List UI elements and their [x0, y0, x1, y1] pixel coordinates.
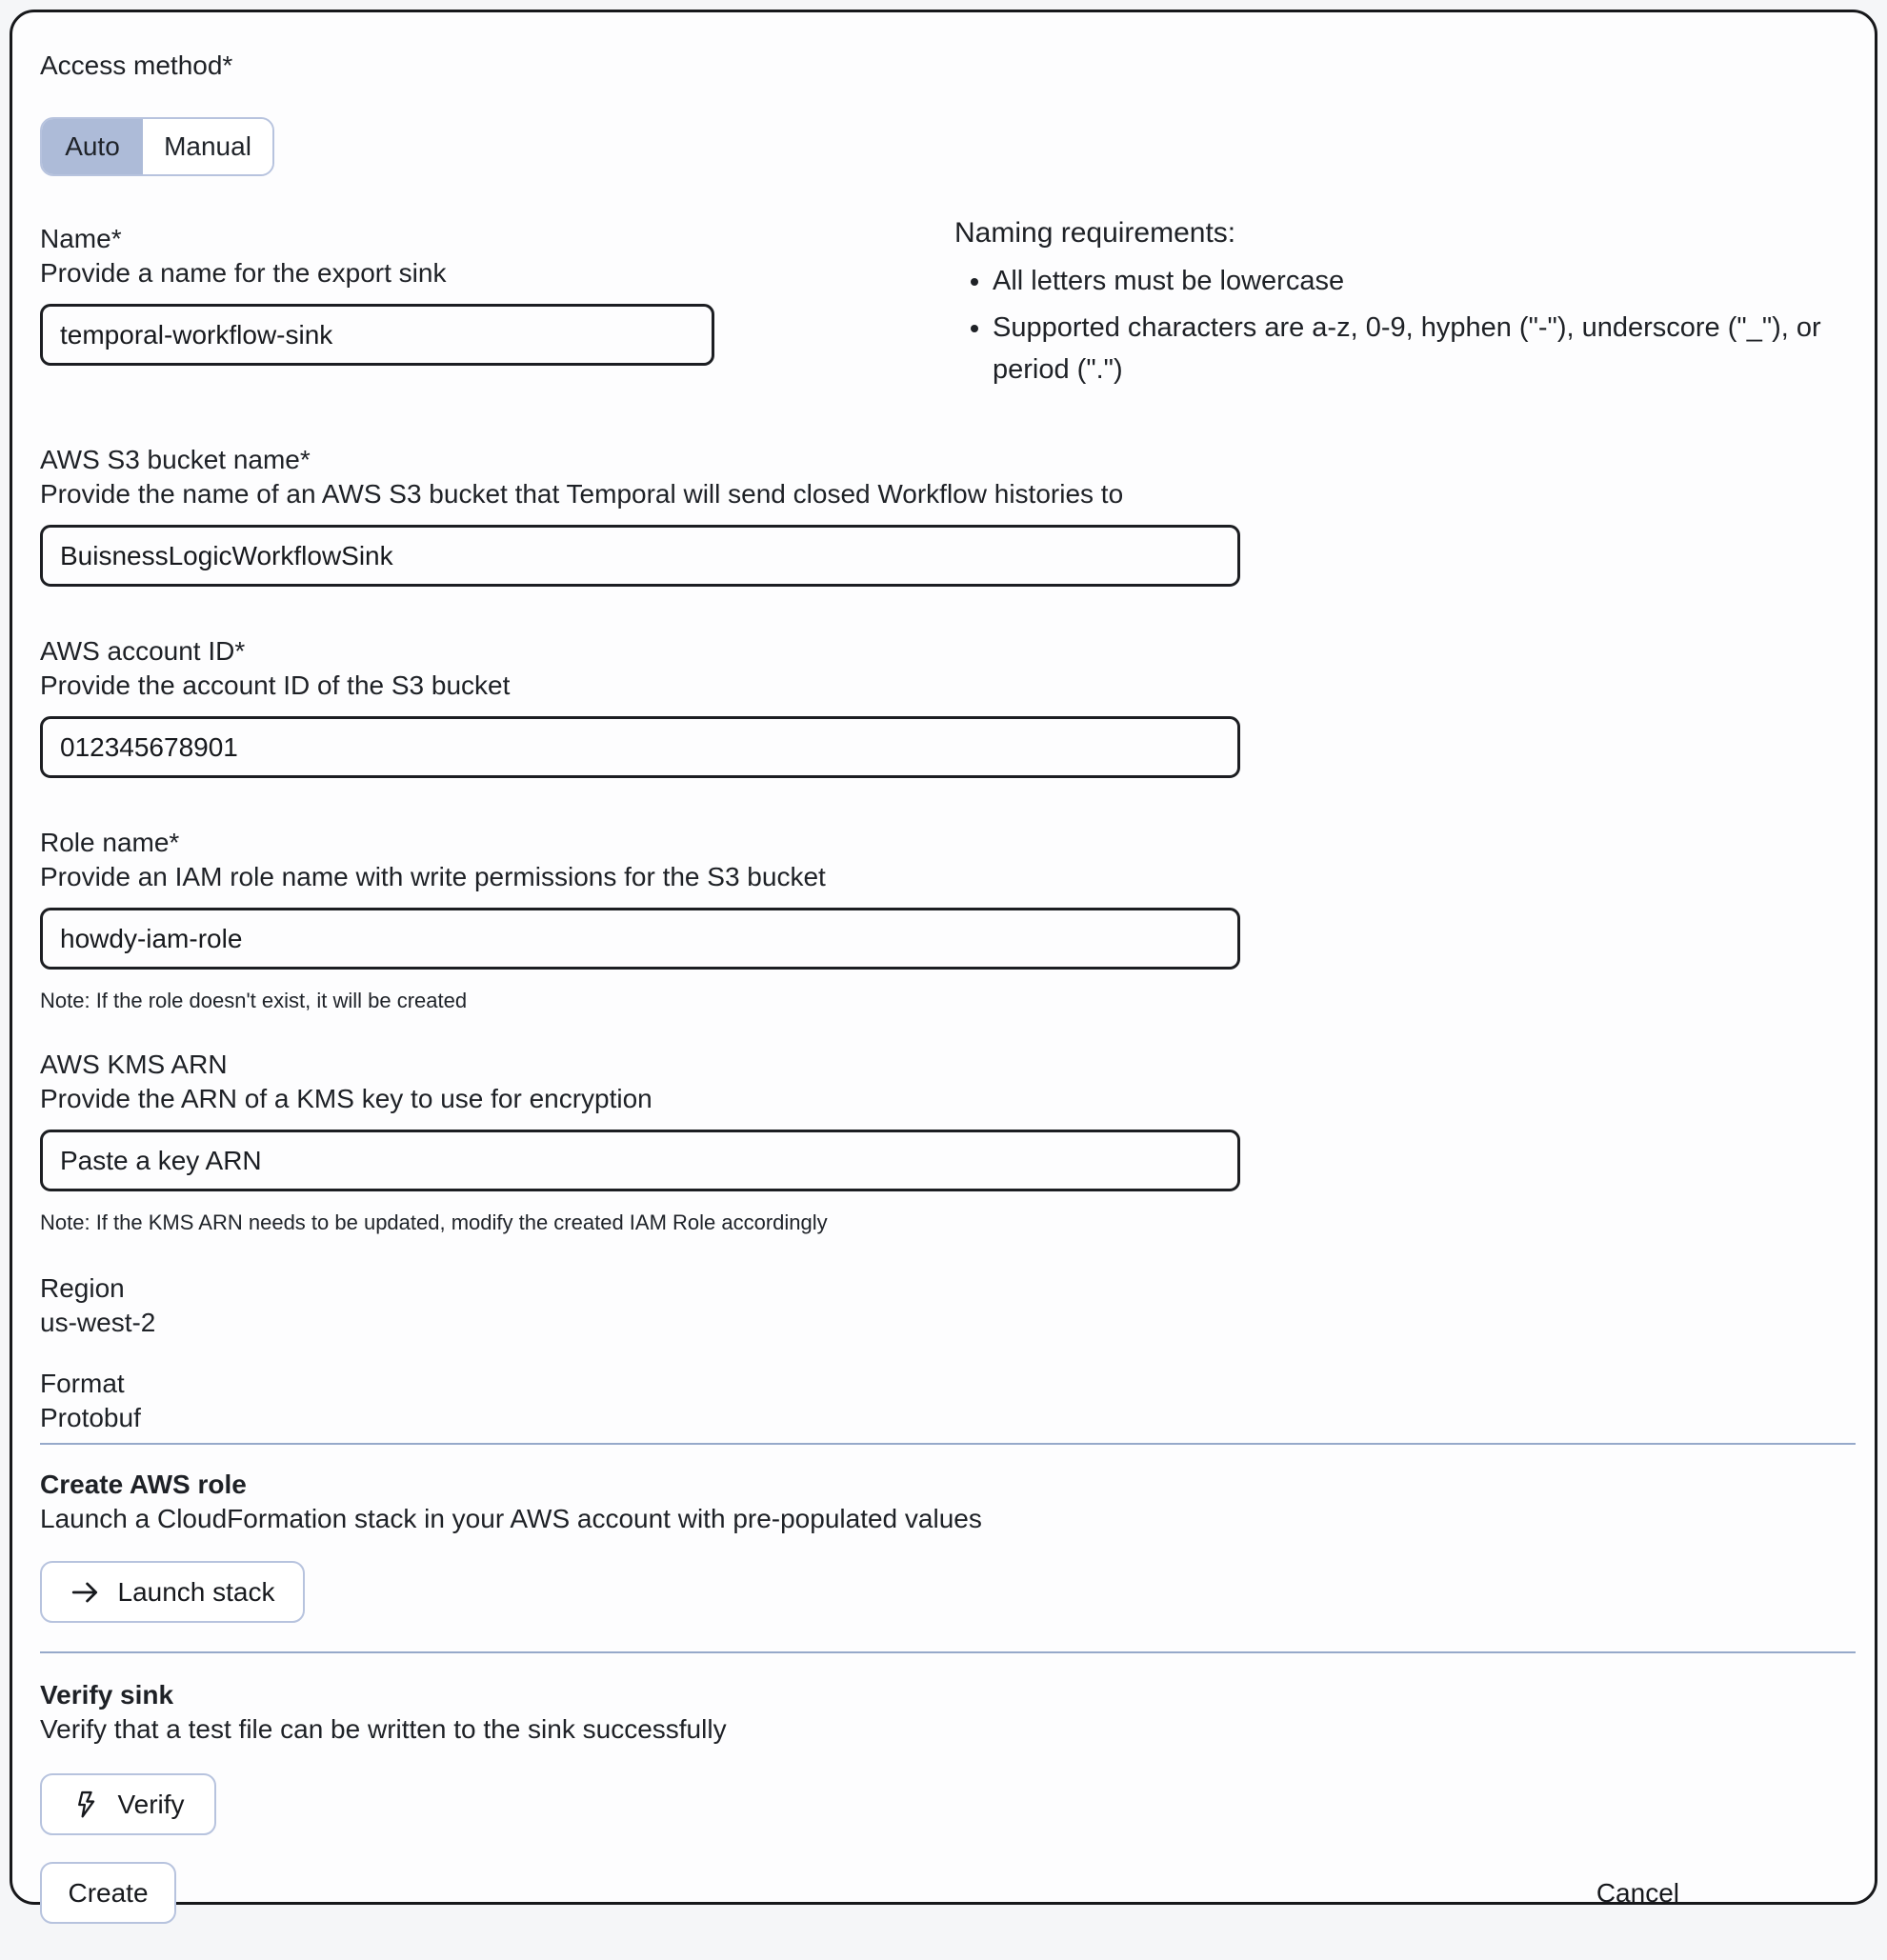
s3-bucket-input[interactable] [40, 525, 1240, 587]
region-value: us-west-2 [40, 1308, 156, 1337]
name-row [40, 217, 1843, 395]
launch-stack-button[interactable] [40, 1561, 305, 1623]
account-id-label: AWS account ID* [40, 636, 246, 666]
export-sink-form-card [10, 10, 1877, 1908]
lightning-icon [71, 1790, 100, 1820]
access-method-toggle [40, 117, 274, 176]
verify-label: Verify [117, 1789, 185, 1819]
name-description: Provide a name for the export sink [40, 258, 447, 288]
role-name-label: Role name* [40, 828, 180, 857]
kms-arn-field [40, 1048, 1843, 1237]
naming-requirement-item: • Supported characters are a-z, 0-9, hyphen ("-"), underscore ("_"), or period (".") [993, 307, 1821, 390]
section-divider [40, 1443, 1856, 1445]
naming-requirements-list [954, 260, 1821, 390]
s3-bucket-description: Provide the name of an AWS S3 bucket that Temporal will send closed Workflow histories to [40, 479, 1124, 509]
create-label: Create [68, 1877, 149, 1908]
s3-bucket-field [40, 443, 1843, 587]
format-label: Format [40, 1369, 125, 1398]
kms-arn-label: AWS KMS ARN [40, 1050, 228, 1079]
role-name-field [40, 826, 1843, 1015]
account-id-description: Provide the account ID of the S3 bucket [40, 670, 511, 700]
create-role-title: Create AWS role [40, 1470, 247, 1499]
format-value: Protobuf [40, 1403, 141, 1432]
verify-sink-title: Verify sink [40, 1680, 174, 1710]
naming-requirements-panel [954, 214, 1821, 395]
kms-arn-note: Note: If the KMS ARN needs to be updated, modify the created IAM Role accordingly [40, 1210, 828, 1234]
arrow-right-icon [70, 1580, 101, 1605]
account-id-input[interactable] [40, 716, 1240, 778]
cancel-button[interactable]: Cancel [1596, 1877, 1679, 1908]
format-field [40, 1367, 1843, 1435]
access-method-auto-button[interactable]: Auto [42, 119, 143, 174]
role-name-description: Provide an IAM role name with write permissions for the S3 bucket [40, 862, 826, 891]
naming-requirement-item: • All letters must be lowercase [993, 260, 1821, 302]
section-divider [40, 1651, 1856, 1653]
role-name-input[interactable] [40, 908, 1240, 970]
name-field [40, 222, 714, 366]
access-method-manual-button[interactable]: Manual [143, 119, 272, 174]
verify-sink-description: Verify that a test file can be written to the sink successfully [40, 1714, 727, 1744]
account-id-field [40, 634, 1843, 778]
create-button[interactable] [40, 1862, 176, 1924]
launch-stack-label: Launch stack [117, 1576, 275, 1607]
kms-arn-input[interactable] [40, 1130, 1240, 1191]
name-label: Name* [40, 224, 122, 253]
kms-arn-description: Provide the ARN of a KMS key to use for encryption [40, 1084, 652, 1113]
region-field [40, 1271, 1843, 1340]
access-method-label: Access method* [40, 50, 233, 80]
verify-button[interactable] [40, 1773, 216, 1835]
create-role-description: Launch a CloudFormation stack in your AWS account with pre-populated values [40, 1504, 982, 1533]
region-label: Region [40, 1273, 125, 1303]
name-input[interactable] [40, 304, 714, 366]
naming-requirements-title: Naming requirements: [954, 217, 1236, 249]
s3-bucket-label: AWS S3 bucket name* [40, 445, 311, 474]
role-name-note: Note: If the role doesn't exist, it will be created [40, 989, 468, 1012]
form-footer [40, 1862, 1843, 1924]
